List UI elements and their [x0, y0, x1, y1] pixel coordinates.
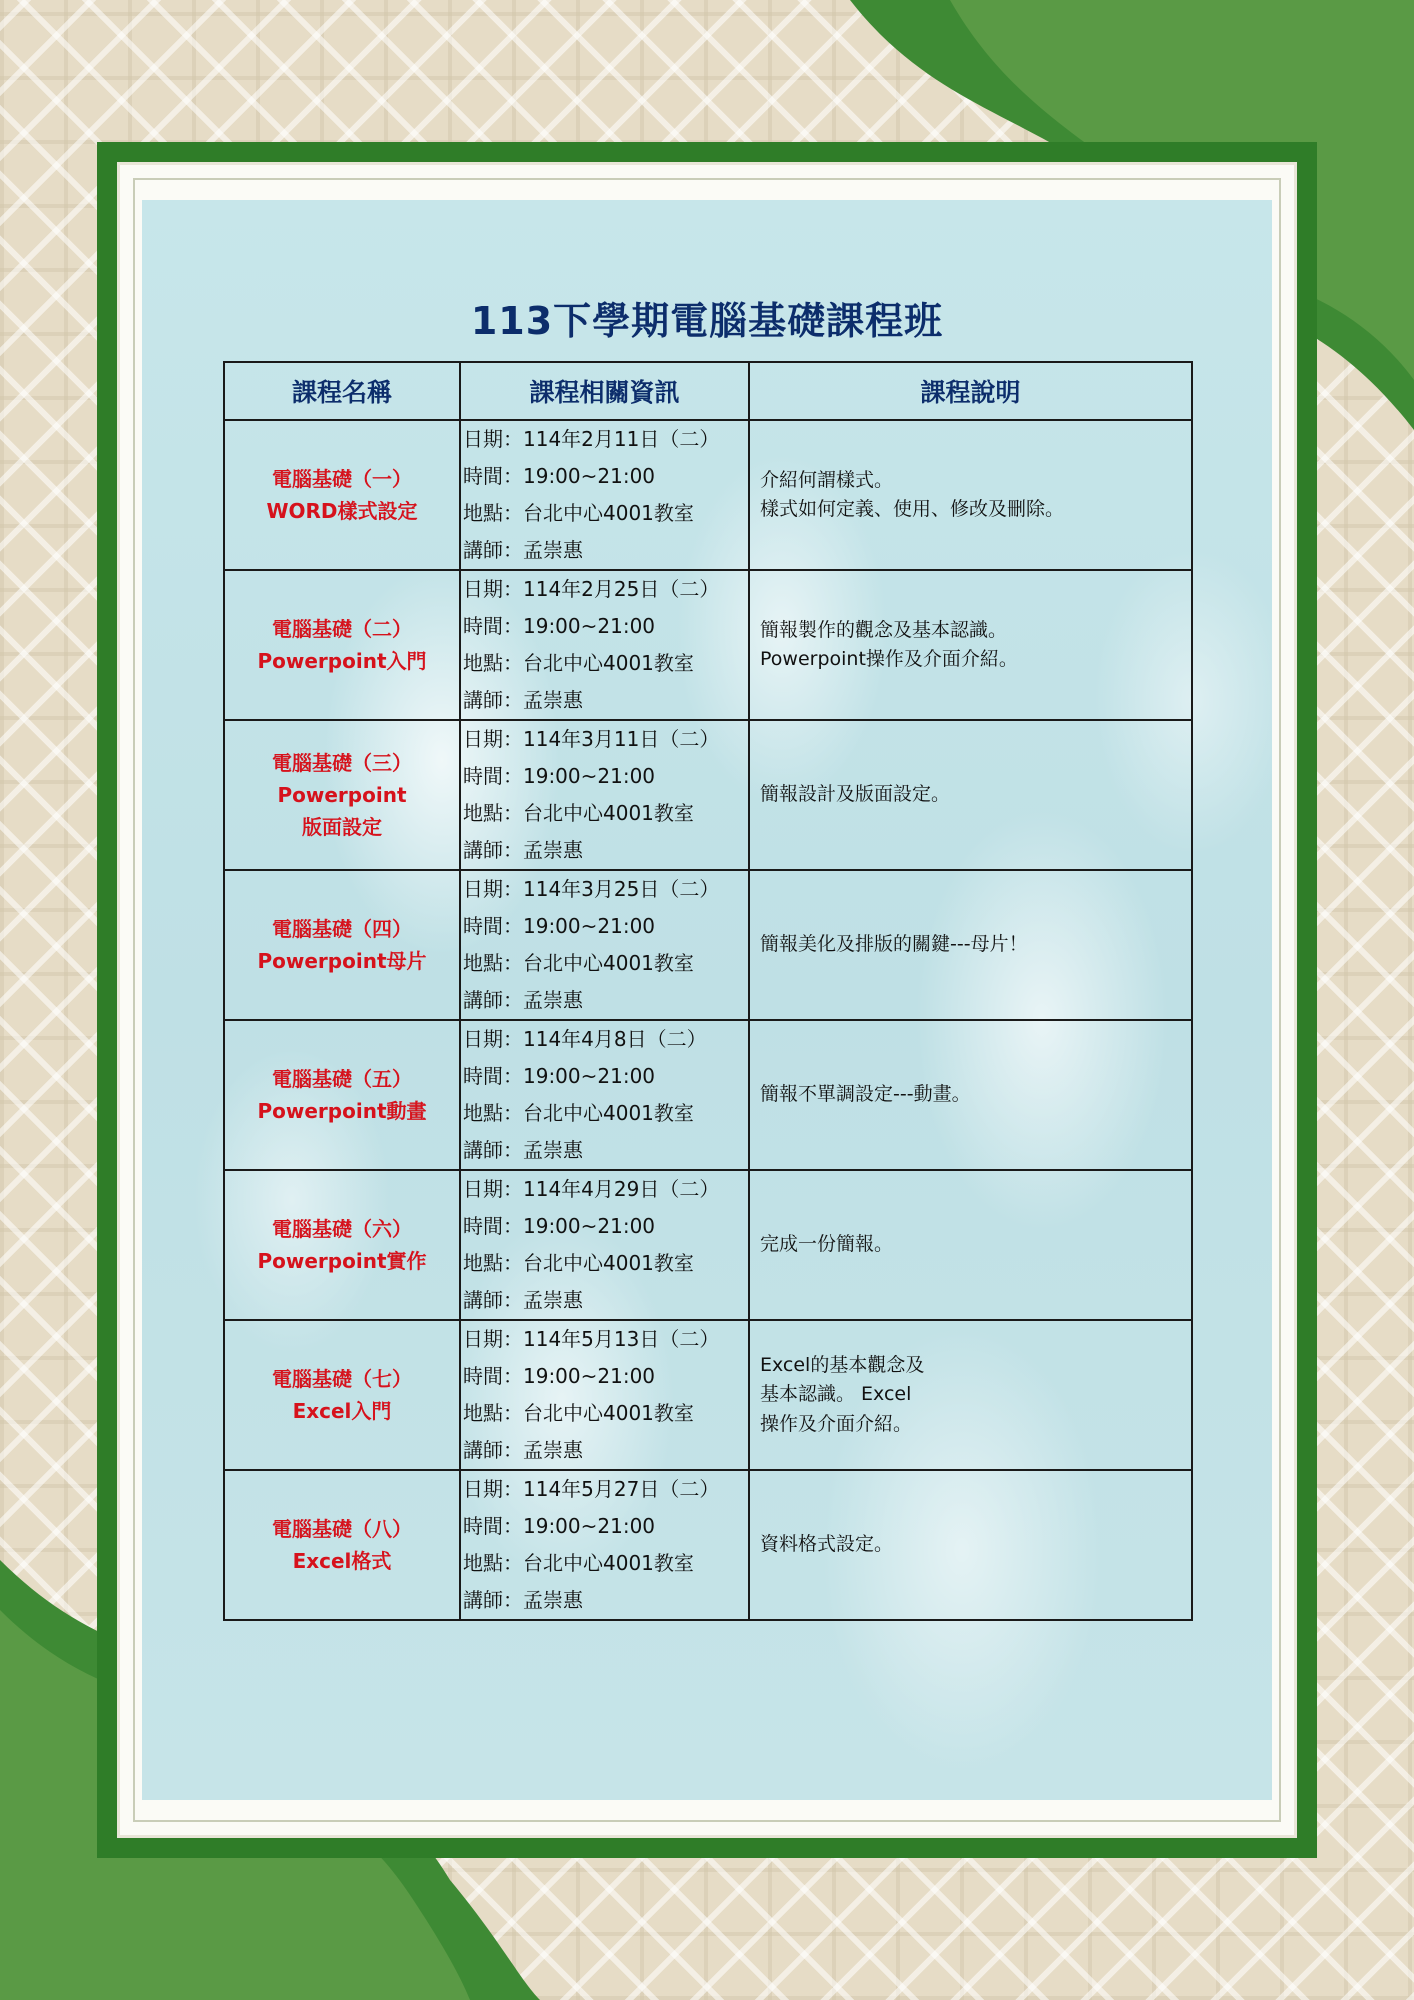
- table-row: [224, 420, 1192, 570]
- course-location: 地點：台北中心4001教室: [463, 951, 694, 975]
- table-row: [224, 1470, 1192, 1620]
- course-name-line: Excel格式: [292, 1549, 392, 1573]
- course-name-line: Powerpoint動畫: [257, 1099, 427, 1123]
- course-instructor: 講師：孟崇惠: [463, 988, 583, 1012]
- course-description-cell: [749, 1470, 1192, 1620]
- course-instructor: 講師：孟崇惠: [463, 538, 583, 562]
- header-course-name: 課程名稱: [224, 362, 460, 420]
- course-time: 時間：19:00~21:00: [463, 1064, 656, 1088]
- course-info-cell: [460, 1470, 749, 1620]
- course-description-line: 樣式如何定義、使用、修改及刪除。: [760, 498, 1065, 520]
- table-row: [224, 720, 1192, 870]
- course-date: 日期：114年3月11日（二）: [463, 727, 720, 751]
- course-name-line: 電腦基礎（八）: [272, 1517, 412, 1541]
- course-date: 日期：114年5月13日（二）: [463, 1327, 720, 1351]
- course-time: 時間：19:00~21:00: [463, 614, 656, 638]
- table-row: [224, 1320, 1192, 1470]
- course-name-line: 電腦基礎（一）: [272, 467, 412, 491]
- course-date: 日期：114年2月25日（二）: [463, 577, 720, 601]
- course-date: 日期：114年5月27日（二）: [463, 1477, 720, 1501]
- course-name-line: 版面設定: [302, 815, 382, 839]
- course-location: 地點：台北中心4001教室: [463, 1251, 694, 1275]
- course-instructor: 講師：孟崇惠: [463, 1588, 583, 1612]
- course-name-line: 電腦基礎（四）: [272, 917, 412, 941]
- course-info-cell: [460, 570, 749, 720]
- course-name-line: 電腦基礎（五）: [272, 1067, 412, 1091]
- course-description-line: 基本認識。 Excel: [760, 1383, 912, 1406]
- course-name-cell: [224, 1170, 460, 1320]
- course-description-line: Powerpoint操作及介面介紹。: [760, 648, 1018, 670]
- course-time: 時間：19:00~21:00: [463, 464, 656, 488]
- course-date: 日期：114年4月8日（二）: [463, 1027, 707, 1051]
- course-description-cell: [749, 720, 1192, 870]
- course-date: 日期：114年3月25日（二）: [463, 877, 720, 901]
- course-date: 日期：114年2月11日（二）: [463, 427, 720, 451]
- course-description-line: 介紹何謂樣式。: [760, 468, 894, 491]
- course-time: 時間：19:00~21:00: [463, 1364, 656, 1388]
- course-location: 地點：台北中心4001教室: [463, 801, 694, 825]
- course-name-cell: [224, 1020, 460, 1170]
- course-name-line: Powerpoint: [277, 783, 407, 807]
- course-name-cell: [224, 720, 460, 870]
- course-info-cell: [460, 870, 749, 1020]
- course-name-cell: [224, 1320, 460, 1470]
- course-description-cell: [749, 1020, 1192, 1170]
- course-instructor: 講師：孟崇惠: [463, 838, 583, 862]
- course-description-line: 簡報美化及排版的關鍵---母片！: [760, 933, 1028, 956]
- course-description-line: 完成一份簡報。: [760, 1233, 894, 1256]
- course-time: 時間：19:00~21:00: [463, 1214, 656, 1238]
- course-location: 地點：台北中心4001教室: [463, 651, 694, 675]
- course-instructor: 講師：孟崇惠: [463, 1138, 583, 1162]
- course-name-line: 電腦基礎（三）: [272, 751, 412, 775]
- course-description-line: 簡報設計及版面設定。: [760, 783, 951, 806]
- table-row: [224, 1020, 1192, 1170]
- course-description-cell: [749, 870, 1192, 1020]
- course-date: 日期：114年4月29日（二）: [463, 1177, 720, 1201]
- course-description-line: 操作及介面介紹。: [760, 1412, 913, 1435]
- course-description-cell: [749, 1320, 1192, 1470]
- course-info-cell: [460, 1020, 749, 1170]
- course-name-line: 電腦基礎（二）: [272, 617, 412, 641]
- table-row: [224, 1170, 1192, 1320]
- course-location: 地點：台北中心4001教室: [463, 1551, 694, 1575]
- page-title: 113下學期電腦基礎課程班: [470, 299, 944, 343]
- course-name-line: Powerpoint入門: [257, 649, 427, 673]
- course-name-cell: [224, 420, 460, 570]
- course-location: 地點：台北中心4001教室: [463, 1401, 694, 1425]
- course-name-cell: [224, 870, 460, 1020]
- course-instructor: 講師：孟崇惠: [463, 688, 583, 712]
- course-name-cell: [224, 1470, 460, 1620]
- course-name-line: 電腦基礎（七）: [272, 1367, 412, 1391]
- table-row: [224, 870, 1192, 1020]
- course-name-line: WORD樣式設定: [266, 499, 418, 523]
- course-info-cell: [460, 1170, 749, 1320]
- course-description-line: 簡報製作的觀念及基本認識。: [760, 618, 1008, 641]
- course-description-line: Excel的基本觀念及: [760, 1353, 925, 1376]
- table-row: [224, 570, 1192, 720]
- course-info-cell: [460, 720, 749, 870]
- header-course-description: 課程說明: [749, 362, 1192, 420]
- course-name-cell: [224, 570, 460, 720]
- course-table: [223, 361, 1193, 1621]
- header-course-info: 課程相關資訊: [460, 362, 749, 420]
- course-description-line: 資料格式設定。: [760, 1533, 894, 1556]
- course-name-line: Powerpoint母片: [257, 949, 427, 973]
- course-time: 時間：19:00~21:00: [463, 914, 656, 938]
- course-location: 地點：台北中心4001教室: [463, 1101, 694, 1125]
- course-name-line: 電腦基礎（六）: [272, 1217, 412, 1241]
- course-name-line: Excel入門: [292, 1399, 392, 1423]
- course-description-cell: [749, 420, 1192, 570]
- course-location: 地點：台北中心4001教室: [463, 501, 694, 525]
- table-header-row: [224, 362, 1192, 420]
- course-time: 時間：19:00~21:00: [463, 764, 656, 788]
- course-description-cell: [749, 1170, 1192, 1320]
- course-description-line: 簡報不單調設定---動畫。: [760, 1083, 971, 1106]
- course-instructor: 講師：孟崇惠: [463, 1288, 583, 1312]
- course-info-cell: [460, 1320, 749, 1470]
- course-name-line: Powerpoint實作: [257, 1249, 427, 1273]
- course-time: 時間：19:00~21:00: [463, 1514, 656, 1538]
- course-info-cell: [460, 420, 749, 570]
- course-instructor: 講師：孟崇惠: [463, 1438, 583, 1462]
- course-description-cell: [749, 570, 1192, 720]
